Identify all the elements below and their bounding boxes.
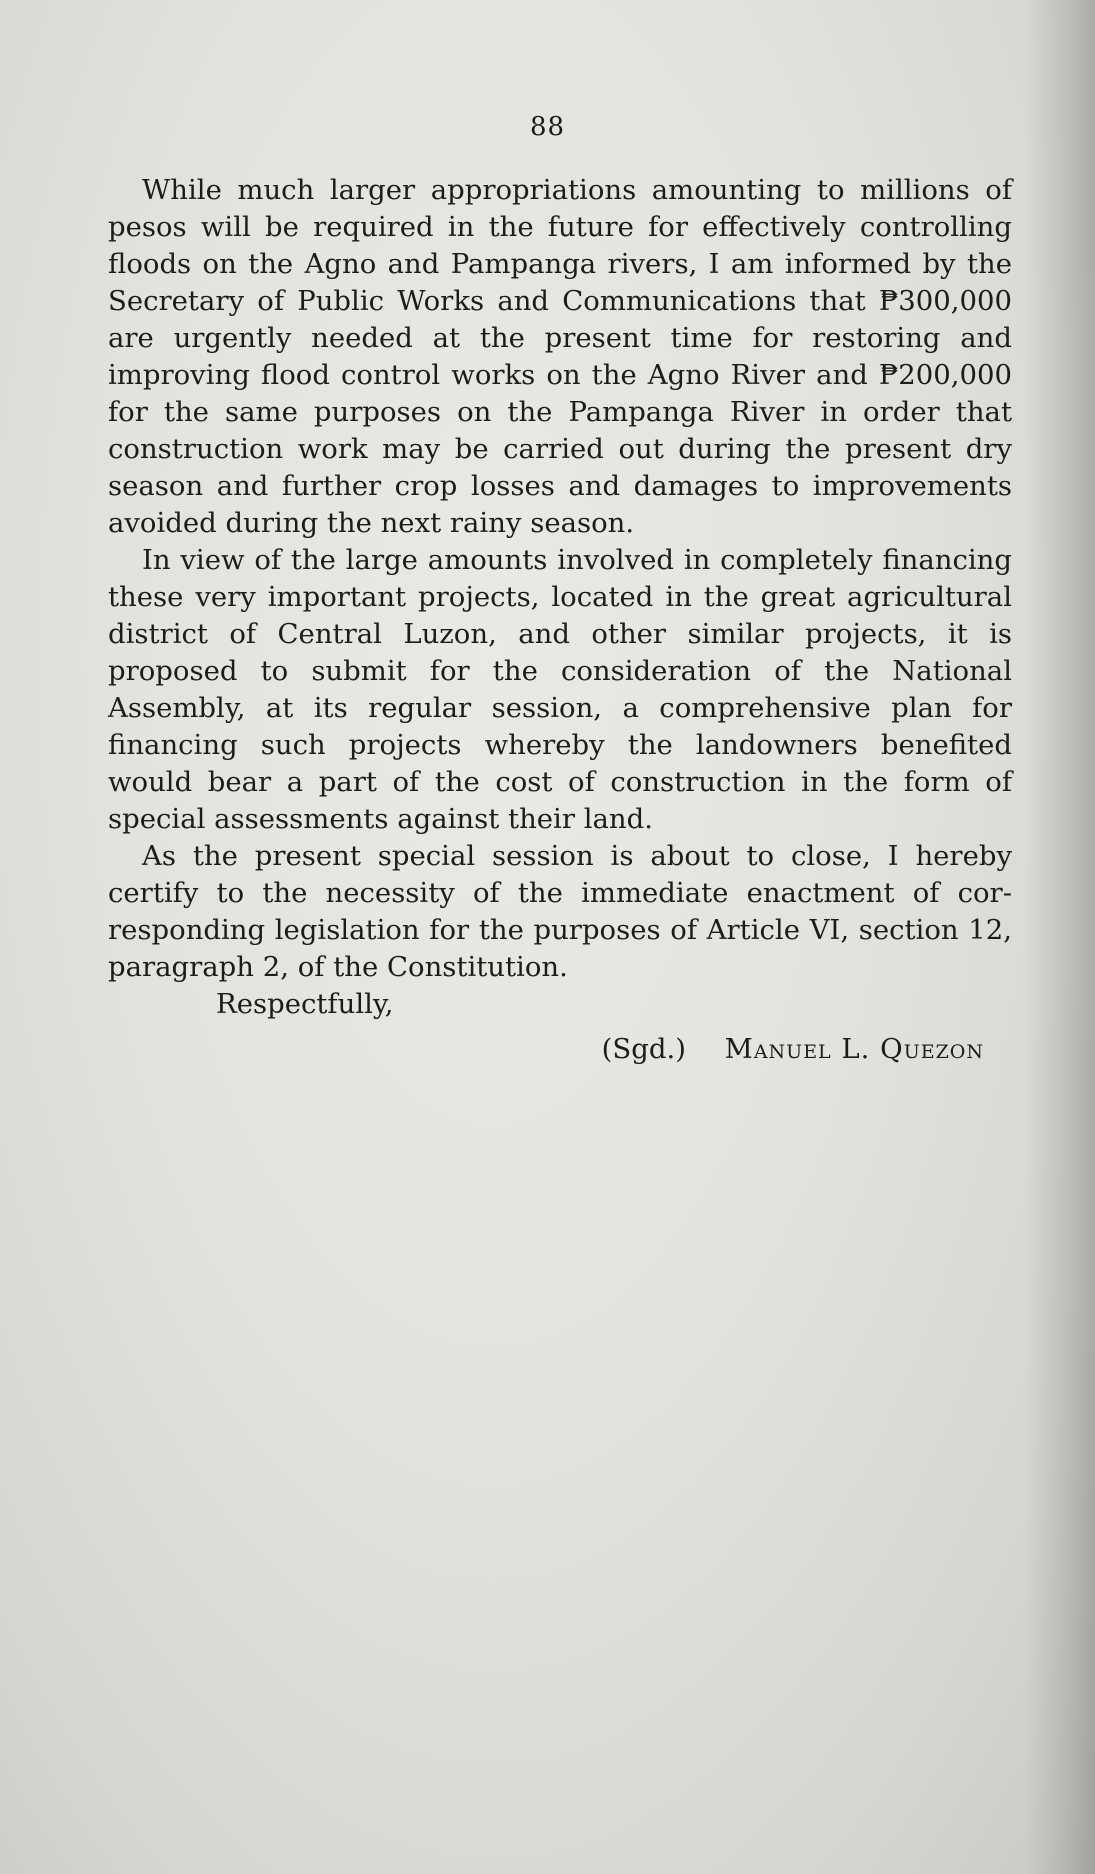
body-paragraph-3: As the present special session is about to close, I hereby certify to the necessity of the immediate enactment of corresponding legislation for the purposes of Article VI, section 12, paragraph 2, of the Constitution. bbox=[108, 840, 1012, 983]
signed-marker: (Sgd.) bbox=[601, 1033, 686, 1065]
letter-body bbox=[108, 172, 1012, 1068]
body-paragraph-1: While much larger appropriations amounting to millions of pesos will be required in the future for effectively controlling floods on the Agno and Pampanga rivers, I am informed by the Secretary of Public Works and Communications that ₱300,000 are urgently needed at the present time for restoring and improving flood control works on the Agno River and ₱200,000 for the same purposes on the Pampanga River in order that construction work may be carried out during the present dry season and further crop losses and damages to improvements avoided during the next rainy season. bbox=[108, 174, 1012, 539]
signer-name: Manuel L. Quezon bbox=[724, 1033, 984, 1065]
page-number: 88 bbox=[529, 112, 566, 142]
closing-salutation: Respectfully, bbox=[216, 988, 394, 1020]
body-paragraph-2: In view of the large amounts involved in completely financing these very important projects, located in the great agricultural district of Central Luzon, and other similar projects, it is proposed to submit for the consideration of the National Assembly, at its regular session, a comprehensive plan for financing such projects whereby the landowners benefited would bear a part of the cost of construction in the form of special assessments against their land. bbox=[108, 544, 1012, 835]
signature-line bbox=[108, 1031, 1012, 1068]
